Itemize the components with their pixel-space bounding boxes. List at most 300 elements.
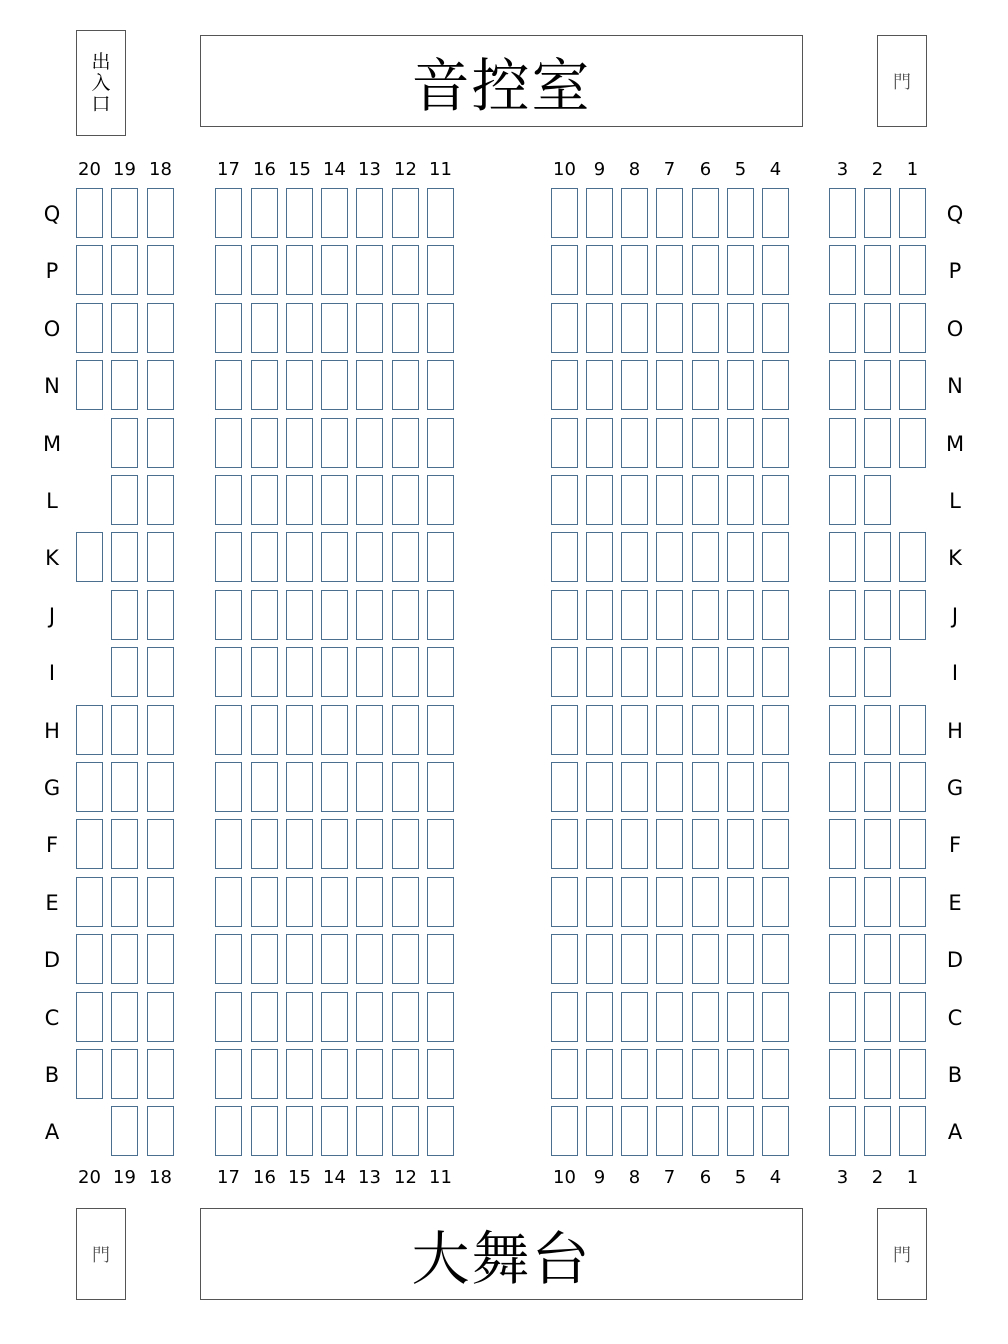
seat[interactable] [286,245,313,295]
seat[interactable] [356,705,383,755]
seat[interactable] [621,934,648,984]
seat[interactable] [727,475,754,525]
seat[interactable] [321,992,348,1042]
seat[interactable] [251,819,278,869]
seat[interactable] [727,992,754,1042]
seat[interactable] [586,705,613,755]
seat[interactable] [251,934,278,984]
seat[interactable] [586,762,613,812]
seat[interactable] [727,303,754,353]
seat[interactable] [76,934,103,984]
seat[interactable] [392,188,419,238]
seat[interactable] [551,360,578,410]
seat[interactable] [111,1106,138,1156]
seat[interactable] [427,360,454,410]
seat[interactable] [321,877,348,927]
seat[interactable] [864,188,891,238]
seat[interactable] [215,1106,242,1156]
seat[interactable] [111,877,138,927]
seat[interactable] [427,475,454,525]
seat[interactable] [551,647,578,697]
seat[interactable] [147,245,174,295]
seat[interactable] [656,934,683,984]
seat[interactable] [286,877,313,927]
seat[interactable] [147,762,174,812]
seat[interactable] [215,934,242,984]
seat[interactable] [762,705,789,755]
seat[interactable] [251,877,278,927]
seat[interactable] [251,418,278,468]
seat[interactable] [251,475,278,525]
seat[interactable] [551,303,578,353]
seat[interactable] [147,705,174,755]
seat[interactable] [321,1049,348,1099]
seat[interactable] [427,303,454,353]
seat[interactable] [864,1106,891,1156]
seat[interactable] [251,532,278,582]
seat[interactable] [829,934,856,984]
seat[interactable] [251,1106,278,1156]
seat[interactable] [864,647,891,697]
seat[interactable] [147,532,174,582]
seat[interactable] [864,360,891,410]
seat[interactable] [692,647,719,697]
seat[interactable] [215,590,242,640]
seat[interactable] [427,762,454,812]
seat[interactable] [251,360,278,410]
seat[interactable] [829,245,856,295]
seat[interactable] [356,245,383,295]
seat[interactable] [762,647,789,697]
seat[interactable] [215,360,242,410]
seat[interactable] [392,303,419,353]
seat[interactable] [762,1106,789,1156]
seat[interactable] [586,1106,613,1156]
seat[interactable] [286,1049,313,1099]
seat[interactable] [727,532,754,582]
seat[interactable] [829,188,856,238]
seat[interactable] [111,1049,138,1099]
seat[interactable] [621,1106,648,1156]
seat[interactable] [586,188,613,238]
seat[interactable] [427,705,454,755]
seat[interactable] [692,1049,719,1099]
seat[interactable] [215,303,242,353]
seat[interactable] [586,934,613,984]
seat[interactable] [762,877,789,927]
seat[interactable] [321,418,348,468]
seat[interactable] [899,360,926,410]
seat[interactable] [899,1106,926,1156]
seat[interactable] [427,245,454,295]
seat[interactable] [551,819,578,869]
seat[interactable] [864,475,891,525]
seat[interactable] [586,475,613,525]
seat[interactable] [899,418,926,468]
seat[interactable] [392,418,419,468]
seat[interactable] [864,934,891,984]
seat[interactable] [762,418,789,468]
seat[interactable] [864,590,891,640]
seat[interactable] [621,992,648,1042]
seat[interactable] [586,877,613,927]
seat[interactable] [762,303,789,353]
seat[interactable] [427,532,454,582]
seat[interactable] [321,188,348,238]
seat[interactable] [76,705,103,755]
seat[interactable] [899,992,926,1042]
seat[interactable] [692,934,719,984]
seat[interactable] [656,475,683,525]
seat[interactable] [727,418,754,468]
seat[interactable] [215,705,242,755]
seat[interactable] [392,992,419,1042]
seat[interactable] [762,819,789,869]
seat[interactable] [286,647,313,697]
seat[interactable] [215,188,242,238]
seat[interactable] [76,1049,103,1099]
seat[interactable] [762,475,789,525]
seat[interactable] [551,762,578,812]
seat[interactable] [899,705,926,755]
seat[interactable] [829,418,856,468]
seat[interactable] [692,475,719,525]
seat[interactable] [727,360,754,410]
seat[interactable] [864,303,891,353]
seat[interactable] [215,532,242,582]
seat[interactable] [286,819,313,869]
seat[interactable] [111,647,138,697]
seat[interactable] [899,762,926,812]
seat[interactable] [621,1049,648,1099]
seat[interactable] [321,245,348,295]
seat[interactable] [392,475,419,525]
seat[interactable] [551,877,578,927]
seat[interactable] [111,245,138,295]
seat[interactable] [286,360,313,410]
seat[interactable] [321,360,348,410]
seat[interactable] [727,1049,754,1099]
seat[interactable] [586,245,613,295]
seat[interactable] [392,877,419,927]
seat[interactable] [321,532,348,582]
seat[interactable] [829,532,856,582]
seat[interactable] [427,647,454,697]
seat[interactable] [692,188,719,238]
seat[interactable] [147,934,174,984]
seat[interactable] [762,1049,789,1099]
seat[interactable] [356,877,383,927]
seat[interactable] [864,245,891,295]
seat[interactable] [692,303,719,353]
seat[interactable] [551,992,578,1042]
seat[interactable] [551,1106,578,1156]
seat[interactable] [656,647,683,697]
seat[interactable] [656,360,683,410]
seat[interactable] [621,245,648,295]
seat[interactable] [147,475,174,525]
seat[interactable] [286,590,313,640]
seat[interactable] [111,992,138,1042]
seat[interactable] [727,188,754,238]
seat[interactable] [427,590,454,640]
seat[interactable] [392,819,419,869]
seat[interactable] [899,532,926,582]
seat[interactable] [356,647,383,697]
seat[interactable] [215,418,242,468]
seat[interactable] [286,532,313,582]
seat[interactable] [111,418,138,468]
seat[interactable] [286,303,313,353]
seat[interactable] [286,418,313,468]
seat[interactable] [899,819,926,869]
seat[interactable] [762,360,789,410]
seat[interactable] [215,475,242,525]
seat[interactable] [829,475,856,525]
seat[interactable] [392,1106,419,1156]
seat[interactable] [76,992,103,1042]
seat[interactable] [356,1049,383,1099]
seat[interactable] [551,418,578,468]
seat[interactable] [76,819,103,869]
seat[interactable] [215,819,242,869]
seat[interactable] [621,188,648,238]
seat[interactable] [321,303,348,353]
seat[interactable] [656,188,683,238]
seat[interactable] [762,245,789,295]
seat[interactable] [692,1106,719,1156]
seat[interactable] [286,188,313,238]
seat[interactable] [215,762,242,812]
seat[interactable] [899,303,926,353]
seat[interactable] [829,705,856,755]
seat[interactable] [356,762,383,812]
seat[interactable] [251,762,278,812]
seat[interactable] [586,1049,613,1099]
seat[interactable] [251,1049,278,1099]
seat[interactable] [829,1049,856,1099]
seat[interactable] [356,360,383,410]
seat[interactable] [147,647,174,697]
seat[interactable] [111,819,138,869]
seat[interactable] [864,877,891,927]
seat[interactable] [829,303,856,353]
seat[interactable] [251,647,278,697]
seat[interactable] [762,590,789,640]
seat[interactable] [899,590,926,640]
seat[interactable] [251,705,278,755]
seat[interactable] [829,647,856,697]
seat[interactable] [147,188,174,238]
seat[interactable] [356,1106,383,1156]
seat[interactable] [829,590,856,640]
seat[interactable] [147,360,174,410]
seat[interactable] [762,532,789,582]
seat[interactable] [392,532,419,582]
seat[interactable] [251,303,278,353]
seat[interactable] [829,877,856,927]
seat[interactable] [621,705,648,755]
seat[interactable] [899,1049,926,1099]
seat[interactable] [111,934,138,984]
seat[interactable] [621,590,648,640]
seat[interactable] [251,992,278,1042]
seat[interactable] [829,819,856,869]
seat[interactable] [427,934,454,984]
seat[interactable] [76,877,103,927]
seat[interactable] [392,590,419,640]
seat[interactable] [692,705,719,755]
seat[interactable] [147,590,174,640]
seat[interactable] [76,188,103,238]
seat[interactable] [111,188,138,238]
seat[interactable] [111,705,138,755]
seat[interactable] [76,532,103,582]
seat[interactable] [76,762,103,812]
seat[interactable] [215,1049,242,1099]
seat[interactable] [147,1049,174,1099]
seat[interactable] [551,1049,578,1099]
seat[interactable] [864,418,891,468]
seat[interactable] [864,532,891,582]
seat[interactable] [727,934,754,984]
seat[interactable] [656,819,683,869]
seat[interactable] [551,475,578,525]
seat[interactable] [286,705,313,755]
seat[interactable] [656,762,683,812]
seat[interactable] [551,934,578,984]
seat[interactable] [551,532,578,582]
seat[interactable] [656,1049,683,1099]
seat[interactable] [251,590,278,640]
seat[interactable] [692,819,719,869]
seat[interactable] [321,819,348,869]
seat[interactable] [215,877,242,927]
seat[interactable] [286,934,313,984]
seat[interactable] [427,1049,454,1099]
seat[interactable] [427,992,454,1042]
seat[interactable] [621,418,648,468]
seat[interactable] [147,418,174,468]
seat[interactable] [864,762,891,812]
seat[interactable] [321,705,348,755]
seat[interactable] [727,762,754,812]
seat[interactable] [692,590,719,640]
seat[interactable] [586,992,613,1042]
seat[interactable] [321,475,348,525]
seat[interactable] [147,1106,174,1156]
seat[interactable] [656,590,683,640]
seat[interactable] [286,762,313,812]
seat[interactable] [551,245,578,295]
seat[interactable] [727,245,754,295]
seat[interactable] [692,992,719,1042]
seat[interactable] [427,188,454,238]
seat[interactable] [392,762,419,812]
seat[interactable] [656,1106,683,1156]
seat[interactable] [656,992,683,1042]
seat[interactable] [356,590,383,640]
seat[interactable] [392,1049,419,1099]
seat[interactable] [864,705,891,755]
seat[interactable] [727,647,754,697]
seat[interactable] [215,992,242,1042]
seat[interactable] [727,819,754,869]
seat[interactable] [392,245,419,295]
seat[interactable] [829,360,856,410]
seat[interactable] [692,360,719,410]
seat[interactable] [321,934,348,984]
seat[interactable] [76,245,103,295]
seat[interactable] [692,245,719,295]
seat[interactable] [392,705,419,755]
seat[interactable] [621,762,648,812]
seat[interactable] [829,1106,856,1156]
seat[interactable] [286,475,313,525]
seat[interactable] [899,245,926,295]
seat[interactable] [551,188,578,238]
seat[interactable] [356,992,383,1042]
seat[interactable] [215,245,242,295]
seat[interactable] [356,819,383,869]
seat[interactable] [692,418,719,468]
seat[interactable] [864,1049,891,1099]
seat[interactable] [727,590,754,640]
seat[interactable] [356,303,383,353]
seat[interactable] [356,532,383,582]
seat[interactable] [321,590,348,640]
seat[interactable] [551,590,578,640]
seat[interactable] [899,877,926,927]
seat[interactable] [111,762,138,812]
seat[interactable] [829,762,856,812]
seat[interactable] [656,532,683,582]
seat[interactable] [727,1106,754,1156]
seat[interactable] [147,819,174,869]
seat[interactable] [586,819,613,869]
seat[interactable] [111,532,138,582]
seat[interactable] [356,475,383,525]
seat[interactable] [356,188,383,238]
seat[interactable] [321,762,348,812]
seat[interactable] [762,934,789,984]
seat[interactable] [286,992,313,1042]
seat[interactable] [656,303,683,353]
seat[interactable] [251,188,278,238]
seat[interactable] [76,303,103,353]
seat[interactable] [76,360,103,410]
seat[interactable] [586,360,613,410]
seat[interactable] [899,188,926,238]
seat[interactable] [586,532,613,582]
seat[interactable] [286,1106,313,1156]
seat[interactable] [829,992,856,1042]
seat[interactable] [147,303,174,353]
seat[interactable] [727,705,754,755]
seat[interactable] [656,418,683,468]
seat[interactable] [321,647,348,697]
seat[interactable] [762,188,789,238]
seat[interactable] [392,647,419,697]
seat[interactable] [864,819,891,869]
seat[interactable] [727,877,754,927]
seat[interactable] [427,819,454,869]
seat[interactable] [427,877,454,927]
seat[interactable] [621,303,648,353]
seat[interactable] [111,303,138,353]
seat[interactable] [692,762,719,812]
seat[interactable] [586,418,613,468]
